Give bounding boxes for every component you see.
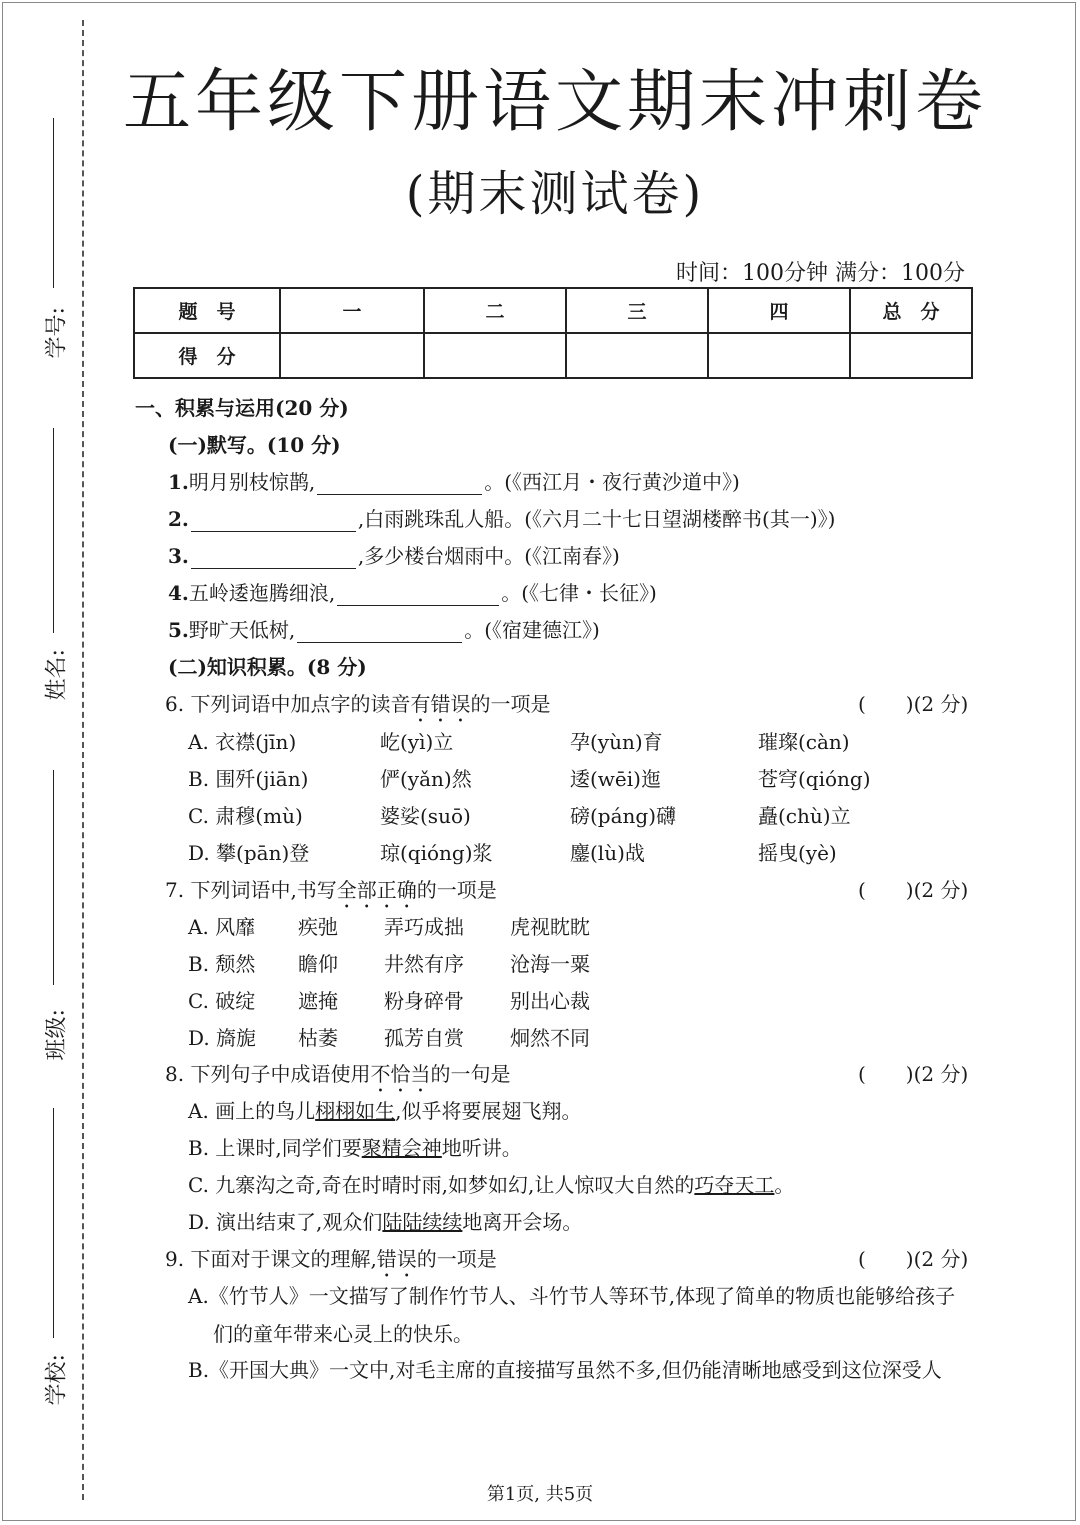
option: 粉身碎骨 [384, 989, 464, 1013]
option: D. 旖旎 [188, 1026, 257, 1050]
option: 孤芳自赏 [384, 1026, 464, 1050]
name-label: 姓名: [44, 649, 70, 701]
idiom: 栩栩如生 [315, 1099, 396, 1123]
q-text: 的一句是 [430, 1062, 511, 1086]
question-1 [168, 466, 740, 495]
answer-paren[interactable]: ( )(2 分) [858, 1062, 969, 1086]
option-c [188, 1169, 794, 1198]
option: D. 攀(pān)登 [188, 841, 310, 865]
section-heading: 一、积累与运用(20 分) [135, 396, 349, 420]
q-text: ,白雨跳珠乱人船。(《六月二十七日望湖楼醉书(其一)》) [357, 507, 836, 531]
option-b [188, 1132, 522, 1161]
header-cell: 二 [424, 288, 566, 333]
q-number: 1. [168, 470, 189, 494]
q-text: 。(《七律・长征》) [501, 581, 657, 605]
question-2 [168, 503, 835, 532]
opt-text: C. 九寨沟之奇,奇在时晴时雨,如梦如幻,让人惊叹大自然的 [188, 1173, 695, 1197]
q-text: 的一项是 [416, 1247, 497, 1271]
q-number: 4. [168, 581, 189, 605]
q-emphasis: 有错误 [410, 692, 471, 716]
score-cell[interactable] [708, 333, 850, 378]
score-table-header [134, 288, 972, 333]
question-8-stem [165, 1058, 510, 1097]
q-emphasis: 全部正确 [336, 878, 417, 902]
answer-blank[interactable] [337, 587, 499, 606]
q-text: 7. 下列词语中,书写 [165, 878, 337, 902]
question-7-stem [165, 874, 497, 913]
option: 沧海一粟 [510, 952, 590, 976]
question-4 [168, 577, 657, 606]
answer-paren[interactable]: ( )(2 分) [858, 1247, 969, 1271]
name-line[interactable] [53, 428, 54, 633]
opt-text: B. 上课时,同学们要 [188, 1136, 362, 1160]
answer-paren[interactable]: ( )(2 分) [858, 692, 969, 716]
score-cell[interactable] [424, 333, 566, 378]
option: 琼(qióng)浆 [380, 841, 493, 865]
page-title: 五年级下册语文期末冲刺卷 [122, 63, 987, 142]
q-text: 的一项是 [416, 878, 497, 902]
idiom: 聚精会神 [361, 1136, 442, 1160]
option: 逶(wēi)迤 [570, 767, 661, 791]
answer-blank[interactable] [317, 476, 482, 495]
option: B. 围歼(jiān) [188, 767, 309, 791]
question-9-stem [165, 1243, 497, 1282]
option: C. 肃穆(mù) [188, 804, 303, 828]
score-cell[interactable] [566, 333, 708, 378]
option-b: B.《开国大典》一文中,对毛主席的直接描写虽然不多,但仍能清晰地感受到这位深受人 [188, 1358, 942, 1382]
header-cell: 总 分 [850, 288, 972, 333]
q-number: 2. [168, 507, 189, 531]
option: 弄巧成拙 [384, 915, 464, 939]
option: 摇曳(yè) [758, 841, 837, 865]
opt-text: ,似乎将要展翅飞翔。 [395, 1099, 582, 1123]
answer-blank[interactable] [191, 550, 356, 569]
idiom: 陆陆续续 [382, 1210, 463, 1234]
option: 婆娑(suō) [380, 804, 471, 828]
option: C. 破绽 [188, 989, 256, 1013]
option: 矗(chù)立 [758, 804, 851, 828]
q-text: 五岭逶迤腾细浪, [188, 581, 336, 605]
option: 枯萎 [298, 1026, 338, 1050]
q-emphasis: 不恰当 [370, 1062, 431, 1086]
answer-paren[interactable]: ( )(2 分) [858, 878, 969, 902]
header-cell: 三 [566, 288, 708, 333]
student-id-label: 学号: [44, 307, 70, 359]
q-number: 3. [168, 544, 189, 568]
option: 遮掩 [298, 989, 338, 1013]
q-emphasis: 错误 [376, 1247, 417, 1271]
cut-line [82, 20, 84, 1500]
option: 苍穹(qióng) [758, 767, 871, 791]
header-cell: 一 [280, 288, 424, 333]
q-text: 9. 下面对于课文的理解, [165, 1247, 377, 1271]
option: 孕(yùn)育 [570, 730, 663, 754]
class-line[interactable] [53, 770, 54, 985]
option: 磅(páng)礴 [570, 804, 677, 828]
q-number: 5. [168, 618, 189, 642]
option-a: A.《竹节人》一文描写了制作竹节人、斗竹节人等环节,体现了简单的物质也能够给孩子 [188, 1284, 956, 1308]
option: A. 衣襟(jīn) [188, 730, 297, 754]
time-score-info: 时间：100分钟 满分：100分 [676, 261, 965, 286]
opt-text: A. 画上的鸟儿 [188, 1099, 316, 1123]
option: B. 颓然 [188, 952, 256, 976]
row-label: 得 分 [134, 333, 280, 378]
option-a [188, 1095, 582, 1124]
option: 别出心裁 [510, 989, 590, 1013]
option: 鏖(lù)战 [570, 841, 645, 865]
opt-text: D. 演出结束了,观众们 [188, 1210, 383, 1234]
option: 炯然不同 [510, 1026, 590, 1050]
q-text: 明月别枝惊鹊, [188, 470, 316, 494]
q-text: ,多少楼台烟雨中。(《江南春》) [357, 544, 620, 568]
school-label: 学校: [44, 1354, 70, 1406]
q-text: 8. 下列句子中成语使用 [165, 1062, 371, 1086]
idiom: 巧夺天工 [694, 1173, 775, 1197]
score-cell[interactable] [280, 333, 424, 378]
option: 璀璨(càn) [758, 730, 850, 754]
option: 俨(yǎn)然 [380, 767, 472, 791]
question-3 [168, 540, 620, 569]
q-text: 的一项是 [470, 692, 551, 716]
option: 疾弛 [298, 915, 338, 939]
option-d [188, 1206, 582, 1235]
score-table [133, 287, 973, 379]
header-cell: 四 [708, 288, 850, 333]
part-heading: (一)默写。(10 分) [168, 433, 341, 457]
option: 屹(yì)立 [380, 730, 454, 754]
option: 虎视眈眈 [510, 915, 590, 939]
opt-text: 。 [774, 1173, 795, 1197]
page-subtitle: (期末测试卷) [405, 166, 705, 222]
answer-blank[interactable] [297, 624, 462, 643]
school-line[interactable] [53, 1108, 54, 1338]
answer-blank[interactable] [191, 513, 356, 532]
question-6-stem [165, 688, 550, 727]
score-table-row [134, 333, 972, 378]
q-text: 。(《西江月・夜行黄沙道中》) [484, 470, 740, 494]
option: 瞻仰 [298, 952, 338, 976]
option: 井然有序 [384, 952, 464, 976]
score-cell[interactable] [850, 333, 972, 378]
q-text: 野旷天低树, [188, 618, 296, 642]
class-label: 班级: [44, 1009, 70, 1061]
page-footer: 第1页, 共5页 [486, 1484, 594, 1505]
option-a-cont: 们的童年带来心灵上的快乐。 [213, 1322, 473, 1346]
opt-text: 地离开会场。 [462, 1210, 583, 1234]
question-5 [168, 614, 600, 643]
q-text: 6. 下列词语中加点字的读音 [165, 692, 411, 716]
part-heading: (二)知识积累。(8 分) [168, 655, 367, 679]
opt-text: 地听讲。 [441, 1136, 522, 1160]
option: A. 风靡 [188, 915, 256, 939]
q-text: 。(《宿建德江》) [464, 618, 600, 642]
header-cell: 题 号 [134, 288, 280, 333]
